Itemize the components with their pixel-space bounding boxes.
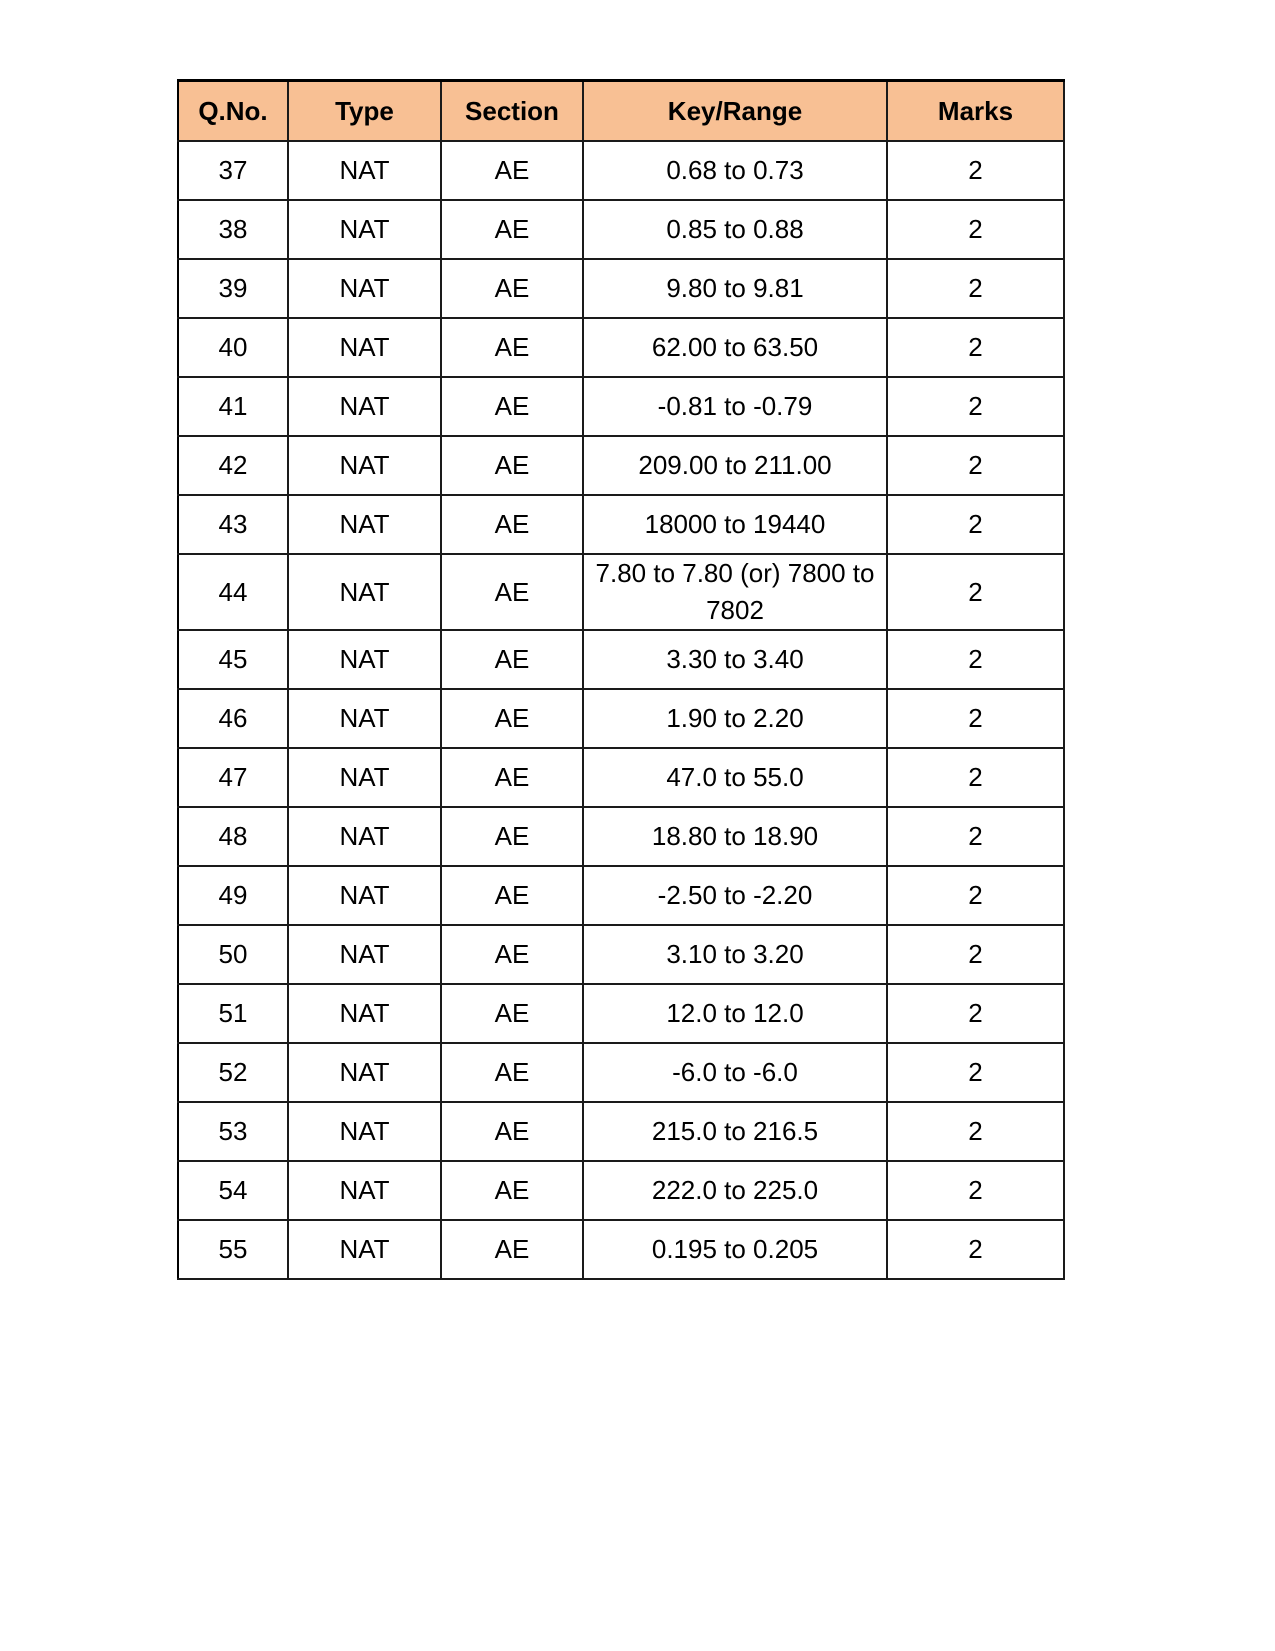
- header-type: Type: [288, 81, 441, 142]
- cell-section: AE: [441, 866, 583, 925]
- cell-section: AE: [441, 1102, 583, 1161]
- cell-qno: 44: [178, 554, 288, 630]
- cell-marks: 2: [887, 807, 1064, 866]
- cell-section: AE: [441, 807, 583, 866]
- table-row: [178, 807, 1064, 866]
- cell-section: AE: [441, 748, 583, 807]
- cell-qno: 49: [178, 866, 288, 925]
- cell-key-range: 18000 to 19440: [583, 495, 887, 554]
- cell-key-range: 222.0 to 225.0: [583, 1161, 887, 1220]
- cell-key-range: 9.80 to 9.81: [583, 259, 887, 318]
- cell-marks: 2: [887, 554, 1064, 630]
- cell-key-range: 3.10 to 3.20: [583, 925, 887, 984]
- table-row: [178, 1220, 1064, 1279]
- table-body: [178, 141, 1064, 1279]
- cell-section: AE: [441, 318, 583, 377]
- cell-section: AE: [441, 495, 583, 554]
- cell-key-range: 0.68 to 0.73: [583, 141, 887, 200]
- cell-key-range: -2.50 to -2.20: [583, 866, 887, 925]
- cell-marks: 2: [887, 689, 1064, 748]
- header-qno: Q.No.: [178, 81, 288, 142]
- table-row: [178, 925, 1064, 984]
- cell-key-range: 1.90 to 2.20: [583, 689, 887, 748]
- cell-qno: 40: [178, 318, 288, 377]
- cell-type: NAT: [288, 689, 441, 748]
- cell-marks: 2: [887, 1220, 1064, 1279]
- table-row: [178, 436, 1064, 495]
- table-row: [178, 377, 1064, 436]
- cell-section: AE: [441, 259, 583, 318]
- cell-section: AE: [441, 1161, 583, 1220]
- cell-type: NAT: [288, 141, 441, 200]
- cell-qno: 39: [178, 259, 288, 318]
- cell-type: NAT: [288, 807, 441, 866]
- cell-section: AE: [441, 377, 583, 436]
- cell-section: AE: [441, 1220, 583, 1279]
- cell-marks: 2: [887, 748, 1064, 807]
- cell-type: NAT: [288, 1220, 441, 1279]
- cell-type: NAT: [288, 984, 441, 1043]
- cell-key-range: -0.81 to -0.79: [583, 377, 887, 436]
- cell-qno: 41: [178, 377, 288, 436]
- cell-marks: 2: [887, 318, 1064, 377]
- cell-section: AE: [441, 1043, 583, 1102]
- cell-section: AE: [441, 984, 583, 1043]
- cell-key-range: -6.0 to -6.0: [583, 1043, 887, 1102]
- cell-marks: 2: [887, 1161, 1064, 1220]
- cell-type: NAT: [288, 259, 441, 318]
- table-header: [178, 81, 1064, 142]
- cell-key-range: 3.30 to 3.40: [583, 630, 887, 689]
- cell-marks: 2: [887, 200, 1064, 259]
- cell-section: AE: [441, 141, 583, 200]
- cell-qno: 54: [178, 1161, 288, 1220]
- cell-marks: 2: [887, 866, 1064, 925]
- cell-key-range: 209.00 to 211.00: [583, 436, 887, 495]
- cell-type: NAT: [288, 1043, 441, 1102]
- table-row: [178, 1102, 1064, 1161]
- cell-type: NAT: [288, 495, 441, 554]
- cell-qno: 53: [178, 1102, 288, 1161]
- cell-marks: 2: [887, 377, 1064, 436]
- cell-type: NAT: [288, 200, 441, 259]
- cell-marks: 2: [887, 630, 1064, 689]
- cell-key-range: 12.0 to 12.0: [583, 984, 887, 1043]
- cell-marks: 2: [887, 984, 1064, 1043]
- cell-key-range: 215.0 to 216.5: [583, 1102, 887, 1161]
- cell-marks: 2: [887, 925, 1064, 984]
- cell-type: NAT: [288, 554, 441, 630]
- table-row: [178, 984, 1064, 1043]
- cell-marks: 2: [887, 1043, 1064, 1102]
- cell-qno: 46: [178, 689, 288, 748]
- cell-type: NAT: [288, 318, 441, 377]
- table-row: [178, 141, 1064, 200]
- cell-marks: 2: [887, 1102, 1064, 1161]
- cell-section: AE: [441, 554, 583, 630]
- cell-type: NAT: [288, 866, 441, 925]
- cell-section: AE: [441, 689, 583, 748]
- cell-qno: 42: [178, 436, 288, 495]
- table-row: [178, 554, 1064, 630]
- header-section: Section: [441, 81, 583, 142]
- cell-qno: 50: [178, 925, 288, 984]
- cell-key-range: 18.80 to 18.90: [583, 807, 887, 866]
- cell-qno: 47: [178, 748, 288, 807]
- cell-marks: 2: [887, 436, 1064, 495]
- table-row: [178, 495, 1064, 554]
- table-row: [178, 1161, 1064, 1220]
- answer-key-table: [177, 79, 1065, 1280]
- cell-type: NAT: [288, 1102, 441, 1161]
- cell-key-range: 62.00 to 63.50: [583, 318, 887, 377]
- cell-key-range: 0.85 to 0.88: [583, 200, 887, 259]
- cell-section: AE: [441, 925, 583, 984]
- cell-marks: 2: [887, 495, 1064, 554]
- cell-qno: 55: [178, 1220, 288, 1279]
- cell-type: NAT: [288, 630, 441, 689]
- cell-key-range: 7.80 to 7.80 (or) 7800 to 7802: [583, 554, 887, 630]
- cell-type: NAT: [288, 748, 441, 807]
- table-row: [178, 318, 1064, 377]
- header-row: [178, 81, 1064, 142]
- cell-marks: 2: [887, 259, 1064, 318]
- cell-qno: 45: [178, 630, 288, 689]
- header-marks: Marks: [887, 81, 1064, 142]
- cell-key-range: 0.195 to 0.205: [583, 1220, 887, 1279]
- cell-marks: 2: [887, 141, 1064, 200]
- cell-qno: 48: [178, 807, 288, 866]
- cell-section: AE: [441, 630, 583, 689]
- table-row: [178, 866, 1064, 925]
- cell-qno: 37: [178, 141, 288, 200]
- table-row: [178, 200, 1064, 259]
- cell-qno: 38: [178, 200, 288, 259]
- cell-type: NAT: [288, 377, 441, 436]
- cell-qno: 52: [178, 1043, 288, 1102]
- cell-type: NAT: [288, 1161, 441, 1220]
- cell-type: NAT: [288, 436, 441, 495]
- table-row: [178, 748, 1064, 807]
- table-row: [178, 1043, 1064, 1102]
- cell-qno: 43: [178, 495, 288, 554]
- cell-section: AE: [441, 200, 583, 259]
- header-key-range: Key/Range: [583, 81, 887, 142]
- cell-qno: 51: [178, 984, 288, 1043]
- cell-type: NAT: [288, 925, 441, 984]
- cell-key-range: 47.0 to 55.0: [583, 748, 887, 807]
- table-row: [178, 630, 1064, 689]
- cell-section: AE: [441, 436, 583, 495]
- table-row: [178, 259, 1064, 318]
- table-row: [178, 689, 1064, 748]
